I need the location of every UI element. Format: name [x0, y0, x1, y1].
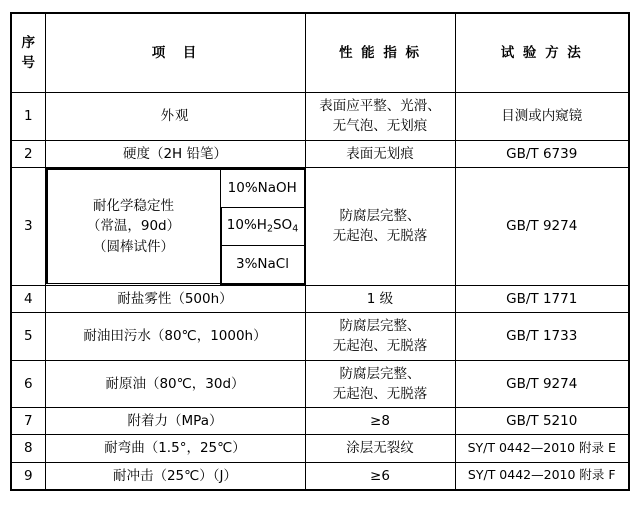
- row-performance: 表面无划痕: [305, 140, 455, 167]
- row-method: GB/T 6739: [455, 140, 629, 167]
- row-no: 9: [11, 462, 45, 490]
- chemical-condition: $10\%H_2SO_4$: [221, 207, 305, 245]
- performance-line: 无起泡、无脱落: [332, 228, 428, 245]
- row-method: SY/T 0442—2010 附录 E: [455, 435, 629, 462]
- header-no-line2: 号: [21, 55, 35, 71]
- row-item: 外观: [45, 93, 305, 141]
- header-no-line1: 序: [21, 34, 35, 51]
- table-row: [11, 167, 629, 285]
- chemical-item-line: （圆棒试件）: [93, 238, 174, 255]
- row-performance: [305, 360, 455, 408]
- row-no: 1: [11, 93, 45, 141]
- row-item-split: [45, 167, 305, 285]
- row-no: 5: [11, 313, 45, 361]
- table-row: [11, 408, 629, 435]
- performance-line: 防腐层完整、: [339, 208, 421, 224]
- chemical-subtable: [46, 168, 305, 285]
- header-cell-no: [11, 13, 45, 93]
- row-item: 耐冲击（25℃）（J）: [45, 462, 305, 490]
- performance-line: 无起泡、无脱落: [332, 385, 428, 402]
- performance-line: 表面应平整、光滑、: [319, 98, 441, 114]
- row-item: 附着力（MPa）: [45, 408, 305, 435]
- row-performance: ≥8: [305, 408, 455, 435]
- table-header-row: [11, 13, 629, 93]
- row-performance: [305, 93, 455, 141]
- row-performance: ≥6: [305, 462, 455, 490]
- row-method: GB/T 1771: [455, 285, 629, 312]
- header-cell-method: 试 验 方 法: [455, 13, 629, 93]
- table-row: [11, 360, 629, 408]
- header-cell-performance: 性 能 指 标: [305, 13, 455, 93]
- row-performance: 涂层无裂纹: [305, 435, 455, 462]
- performance-line: 无起泡、无脱落: [332, 338, 428, 355]
- row-item: 耐原油（80℃，30d）: [45, 360, 305, 408]
- table-row: [11, 313, 629, 361]
- table-row: [11, 140, 629, 167]
- header-cell-item: 项 目: [45, 13, 305, 93]
- row-no: 7: [11, 408, 45, 435]
- chemical-item-line: 耐化学稳定性: [93, 198, 174, 215]
- table-row: [11, 435, 629, 462]
- performance-line: 防腐层完整、: [339, 318, 421, 334]
- row-no: 4: [11, 285, 45, 312]
- row-item: 硬度（2H 铅笔）: [45, 140, 305, 167]
- row-performance: [305, 313, 455, 361]
- row-item: 耐油田污水（80℃，1000h）: [45, 313, 305, 361]
- row-no: 6: [11, 360, 45, 408]
- row-no: 2: [11, 140, 45, 167]
- row-item: 耐盐雾性（500h）: [45, 285, 305, 312]
- specification-table: [10, 12, 630, 491]
- chemical-condition: 3%NaCl: [221, 245, 305, 284]
- row-method: SY/T 0442—2010 附录 F: [455, 462, 629, 490]
- row-performance: 1 级: [305, 285, 455, 312]
- row-method: 目测或内窥镜: [455, 93, 629, 141]
- row-method: GB/T 1733: [455, 313, 629, 361]
- chemical-item-label: [47, 169, 221, 284]
- row-method: GB/T 9274: [455, 360, 629, 408]
- row-no: 3: [11, 167, 45, 285]
- row-method: GB/T 5210: [455, 408, 629, 435]
- chemical-item-line: （常温，90d）: [86, 218, 181, 235]
- performance-line: 无气泡、无划痕: [332, 118, 428, 135]
- row-method: GB/T 9274: [455, 167, 629, 285]
- table-row: [11, 93, 629, 141]
- table-row: [11, 462, 629, 490]
- row-no: 8: [11, 435, 45, 462]
- row-item: 耐弯曲（1.5°，25℃）: [45, 435, 305, 462]
- chemical-condition: 10%NaOH: [221, 169, 305, 208]
- row-performance: [305, 167, 455, 285]
- table-row: [11, 285, 629, 312]
- performance-line: 防腐层完整、: [339, 365, 421, 382]
